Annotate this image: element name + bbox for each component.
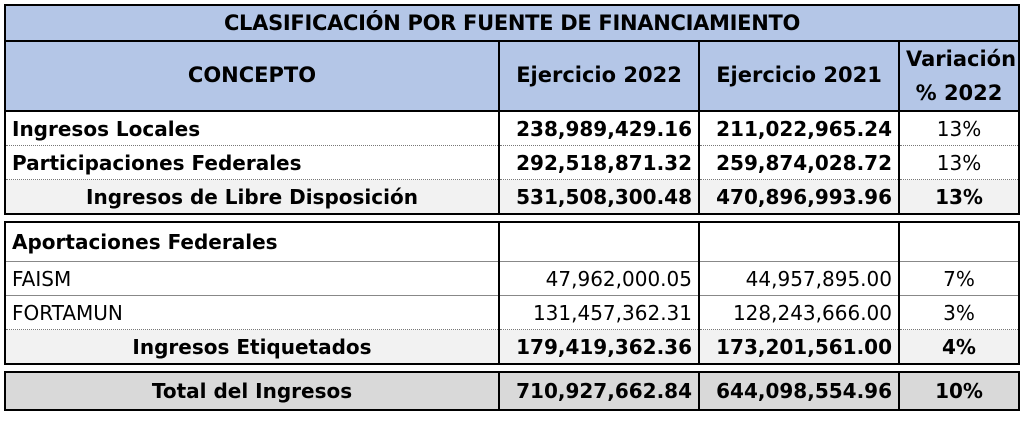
row-label: Aportaciones Federales [5, 222, 499, 262]
value-2022: 179,419,362.36 [499, 330, 699, 365]
header-ejercicio-2022: Ejercicio 2022 [499, 41, 699, 111]
value-2022: 292,518,871.32 [499, 146, 699, 180]
spacer-row [5, 364, 1019, 372]
variation-empty [899, 222, 1019, 262]
value-2021: 644,098,554.96 [699, 372, 899, 410]
header-row [5, 41, 1019, 111]
value-2021: 44,957,895.00 [699, 262, 899, 296]
spacer-row [5, 214, 1019, 222]
header-variacion-line1: Variación [906, 47, 1017, 71]
row-label: Total del Ingresos [5, 372, 499, 410]
financing-table [4, 4, 1020, 411]
row-label: FORTAMUN [5, 296, 499, 330]
row-label: Participaciones Federales [5, 146, 499, 180]
value-2022: 531,508,300.48 [499, 180, 699, 215]
value-2021: 173,201,561.00 [699, 330, 899, 365]
financing-table-container [4, 4, 1018, 411]
value-2022: 238,989,429.16 [499, 111, 699, 146]
value-2021: 259,874,028.72 [699, 146, 899, 180]
value-2022: 131,457,362.31 [499, 296, 699, 330]
value-2022-empty [499, 222, 699, 262]
variation: 13% [899, 146, 1019, 180]
variation: 3% [899, 296, 1019, 330]
variation: 4% [899, 330, 1019, 365]
variation: 13% [899, 180, 1019, 215]
value-2021: 128,243,666.00 [699, 296, 899, 330]
value-2021: 211,022,965.24 [699, 111, 899, 146]
variation: 10% [899, 372, 1019, 410]
row-total [5, 372, 1019, 410]
header-ejercicio-2021: Ejercicio 2021 [699, 41, 899, 111]
row-label: FAISM [5, 262, 499, 296]
header-variacion [899, 41, 1019, 111]
table-title-row [5, 5, 1019, 41]
row-ingresos-etiquetados [5, 330, 1019, 365]
table-title: CLASIFICACIÓN POR FUENTE DE FINANCIAMIENTO [5, 5, 1019, 41]
value-2022: 710,927,662.84 [499, 372, 699, 410]
row-ingresos-locales [5, 111, 1019, 146]
row-faism [5, 262, 1019, 296]
header-concepto: CONCEPTO [5, 41, 499, 111]
row-label: Ingresos Etiquetados [5, 330, 499, 365]
value-2021-empty [699, 222, 899, 262]
value-2022: 47,962,000.05 [499, 262, 699, 296]
row-participaciones-federales [5, 146, 1019, 180]
row-label: Ingresos Locales [5, 111, 499, 146]
header-variacion-line2: % 2022 [915, 81, 1003, 105]
variation: 13% [899, 111, 1019, 146]
row-fortamun [5, 296, 1019, 330]
variation: 7% [899, 262, 1019, 296]
row-label: Ingresos de Libre Disposición [5, 180, 499, 215]
value-2021: 470,896,993.96 [699, 180, 899, 215]
row-aportaciones-federales [5, 222, 1019, 262]
row-libre-disposicion [5, 180, 1019, 215]
